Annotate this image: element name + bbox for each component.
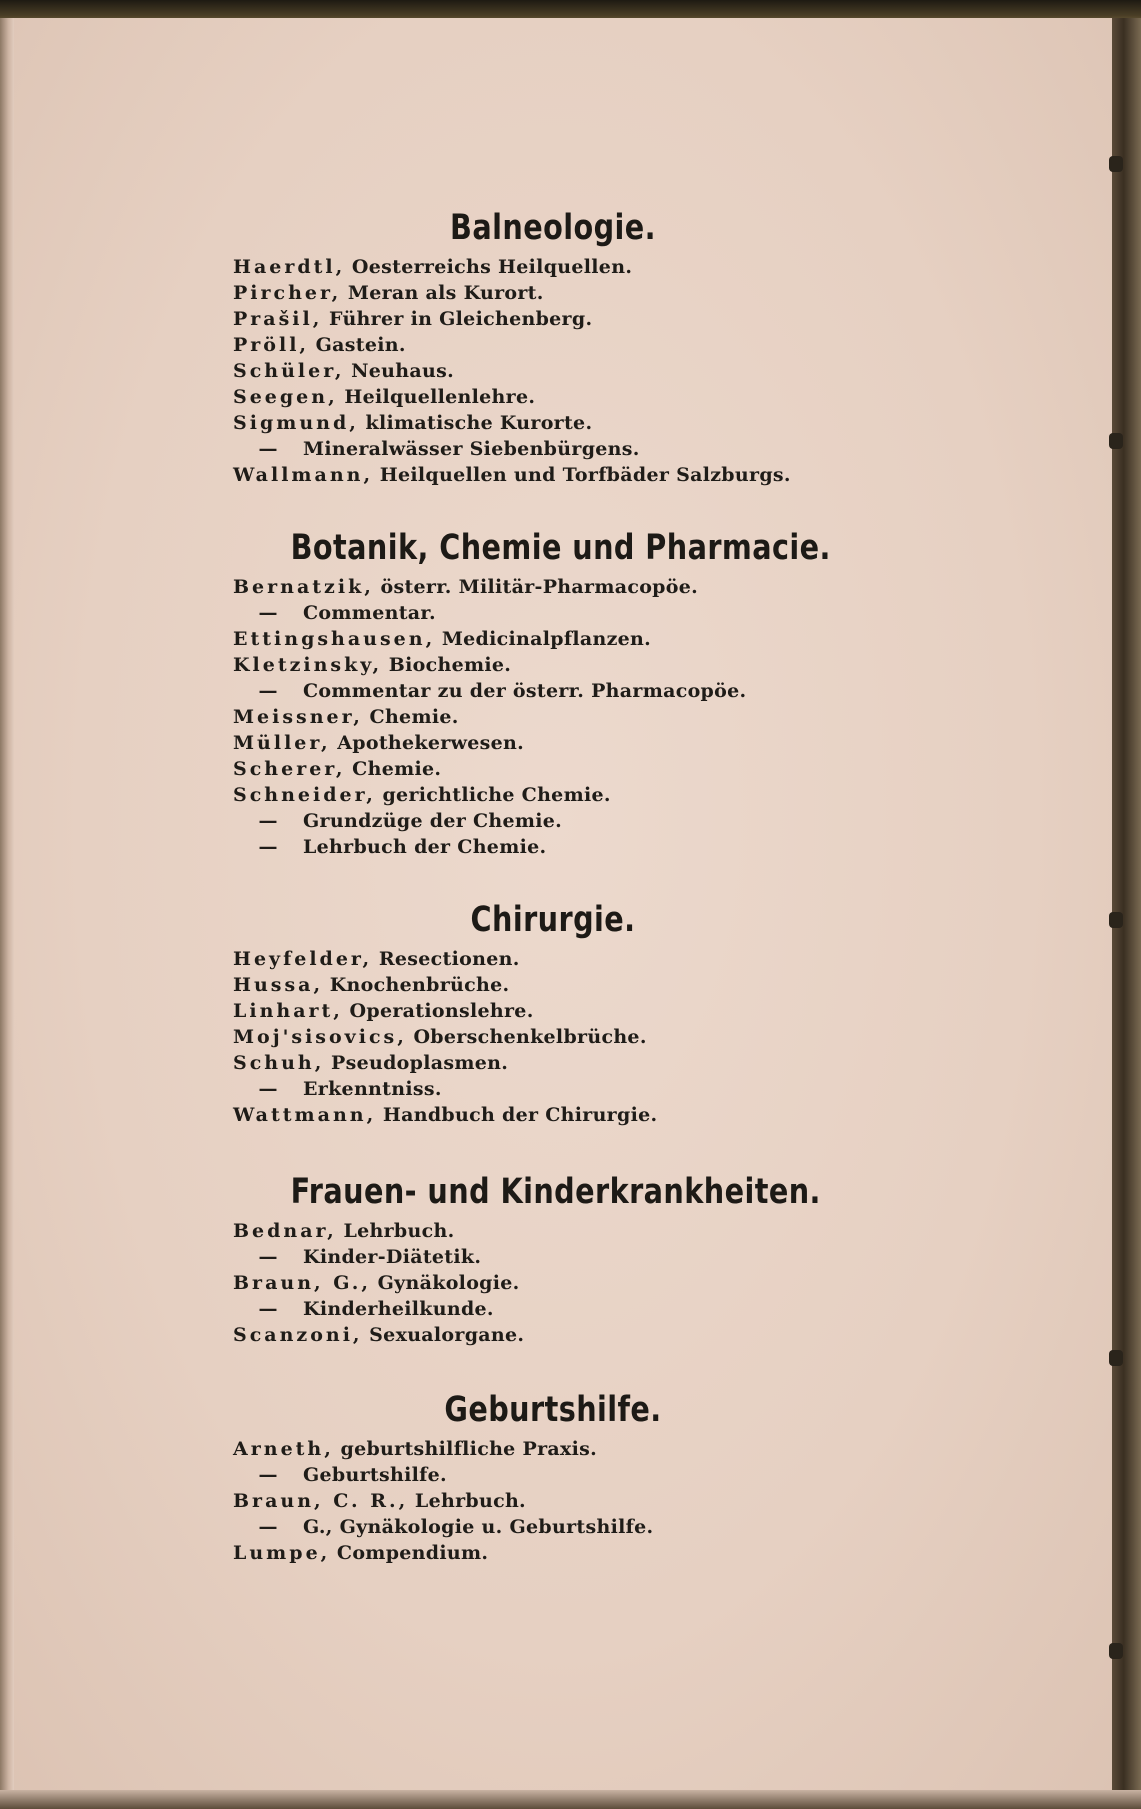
catalog-entry (233, 1322, 873, 1348)
catalog-entry (233, 834, 873, 860)
ditto-dash: — (258, 810, 278, 832)
ditto-dash: — (258, 438, 278, 460)
catalog-entry (233, 1488, 873, 1514)
entry-title: Sexualorgane. (369, 1324, 525, 1346)
entry-author: Scherer, (233, 758, 346, 780)
entry-title: Chemie. (369, 706, 459, 728)
entry-title: Führer in Gleichenberg. (328, 308, 593, 330)
section (233, 900, 873, 1128)
catalog-entry (233, 410, 873, 436)
entry-author: Moj'sisovics, (233, 1026, 407, 1048)
catalog-entry (233, 1076, 873, 1102)
catalog-entry (233, 254, 873, 280)
entry-author: Bernatzik, (233, 576, 374, 598)
binding-clip (1109, 156, 1123, 172)
ditto-dash: — (258, 1246, 278, 1268)
entry-title: gerichtliche Chemie. (382, 784, 611, 806)
entry-title: Oberschenkelbrüche. (413, 1026, 647, 1048)
entry-author: Sigmund, (233, 412, 359, 434)
entry-title: Biochemie. (388, 654, 512, 676)
catalog-entry (233, 782, 873, 808)
entry-title: Chemie. (352, 758, 442, 780)
entry-title: Medicinalpflanzen. (441, 628, 652, 650)
entry-author: Wallmann, (233, 464, 374, 486)
entry-title: Oesterreichs Heilquellen. (351, 256, 633, 278)
catalog-entry (233, 358, 873, 384)
section (233, 1390, 873, 1566)
entry-author: Ettingshausen, (233, 628, 436, 650)
section-heading: Botanik, Chemie und Pharmacie. (290, 528, 831, 568)
entry-author: Meissner, (233, 706, 363, 728)
binding-clip (1109, 1350, 1123, 1366)
entry-title: geburtshilfliche Praxis. (340, 1438, 598, 1460)
entry-author: Scanzoni, (233, 1324, 363, 1346)
page-bottom-edge (0, 1790, 1141, 1809)
entry-title: Lehrbuch. (343, 1220, 455, 1242)
entry-author: Pröll, (233, 334, 310, 356)
catalog-entry (233, 1244, 873, 1270)
entry-title: Heilquellen und Torfbäder Salzburgs. (379, 464, 791, 486)
entry-author: Seegen, (233, 386, 338, 408)
binding-clip (1109, 912, 1123, 928)
entry-title: Lehrbuch der Chemie. (303, 836, 547, 858)
catalog-entry (233, 1218, 873, 1244)
entry-title: Pseudoplasmen. (330, 1052, 509, 1074)
catalog-entry (233, 306, 873, 332)
entry-title: Compendium. (336, 1542, 489, 1564)
catalog-entry (233, 1050, 873, 1076)
entry-author: Braun, C. R., (233, 1490, 409, 1512)
ditto-dash: — (258, 1298, 278, 1320)
entry-title: Mineralwässer Siebenbürgens. (303, 438, 640, 460)
catalog-entry (233, 808, 873, 834)
entry-title: Handbuch der Chirurgie. (382, 1104, 658, 1126)
entry-title: österr. Militär-Pharmacopöe. (380, 576, 699, 598)
entry-author: Schuh, (233, 1052, 325, 1074)
entry-title: klimatische Kurorte. (365, 412, 593, 434)
section-heading: Chirurgie. (470, 900, 636, 940)
catalog-entry (233, 280, 873, 306)
catalog-entry (233, 972, 873, 998)
catalog-entry (233, 1024, 873, 1050)
entry-author: Heyfelder, (233, 948, 373, 970)
entry-author: Prašil, (233, 308, 323, 330)
catalog-entry (233, 1296, 873, 1322)
catalog-entry (233, 1540, 873, 1566)
catalog-entry (233, 626, 873, 652)
entry-title: Neuhaus. (351, 360, 455, 382)
catalog-entry (233, 1102, 873, 1128)
catalog-entry (233, 1514, 873, 1540)
catalog-entry (233, 756, 873, 782)
entry-author: Schneider, (233, 784, 376, 806)
entry-title: Lehrbuch. (414, 1490, 526, 1512)
section-heading: Frauen- und Kinderkrankheiten. (290, 1172, 821, 1212)
entry-title: G., Gynäkologie u. Geburtshilfe. (303, 1516, 654, 1538)
catalog-entry (233, 600, 873, 626)
entry-author: Arneth, (233, 1438, 334, 1460)
catalog-entry (233, 730, 873, 756)
entry-author: Linhart, (233, 1000, 343, 1022)
entry-author: Pircher, (233, 282, 342, 304)
entry-title: Meran als Kurort. (347, 282, 544, 304)
catalog-entry (233, 1270, 873, 1296)
entry-author: Haerdtl, (233, 256, 346, 278)
entry-title: Kinderheilkunde. (303, 1298, 494, 1320)
entry-title: Geburtshilfe. (303, 1464, 447, 1486)
entry-author: Hussa, (233, 974, 324, 996)
section (233, 528, 873, 860)
section-heading: Balneologie. (450, 208, 656, 248)
entry-title: Apothekerwesen. (337, 732, 525, 754)
entry-author: Lumpe, (233, 1542, 331, 1564)
ditto-dash: — (258, 602, 278, 624)
ditto-dash: — (258, 1078, 278, 1100)
entry-author: Schüler, (233, 360, 345, 382)
section-heading: Geburtshilfe. (444, 1390, 662, 1430)
entry-title: Erkenntniss. (303, 1078, 442, 1100)
entry-author: Bednar, (233, 1220, 337, 1242)
entry-author: Kletzinsky, (233, 654, 383, 676)
entry-title: Commentar. (303, 602, 436, 624)
catalog-entry (233, 998, 873, 1024)
entry-title: Commentar zu der österr. Pharmacopöe. (303, 680, 747, 702)
section (233, 1172, 873, 1348)
catalog-entry (233, 384, 873, 410)
entry-author: Braun, G., (233, 1272, 372, 1294)
ditto-dash: — (258, 836, 278, 858)
entry-title: Knochenbrüche. (329, 974, 510, 996)
section (233, 208, 873, 488)
catalog-entry (233, 1462, 873, 1488)
entry-title: Kinder-Diätetik. (303, 1246, 482, 1268)
catalog-entry (233, 678, 873, 704)
entry-title: Gastein. (315, 334, 406, 356)
entry-title: Operationslehre. (349, 1000, 534, 1022)
entry-author: Wattmann, (233, 1104, 377, 1126)
catalog-entry (233, 652, 873, 678)
catalog-entry (233, 332, 873, 358)
ditto-dash: — (258, 1464, 278, 1486)
catalog-entry (233, 704, 873, 730)
catalog-entry (233, 436, 873, 462)
catalog-entry (233, 462, 873, 488)
page-left-edge (0, 18, 14, 1793)
entry-title: Heilquellenlehre. (344, 386, 536, 408)
entry-title: Grundzüge der Chemie. (303, 810, 563, 832)
entry-title: Resectionen. (378, 948, 520, 970)
catalog-entry (233, 574, 873, 600)
binding-clip (1109, 1643, 1123, 1659)
entry-author: Müller, (233, 732, 331, 754)
catalog-entry (233, 946, 873, 972)
binding-clip (1109, 433, 1123, 449)
ditto-dash: — (258, 1516, 278, 1538)
entry-title: Gynäkologie. (377, 1272, 520, 1294)
catalog-entry (233, 1436, 873, 1462)
ditto-dash: — (258, 680, 278, 702)
